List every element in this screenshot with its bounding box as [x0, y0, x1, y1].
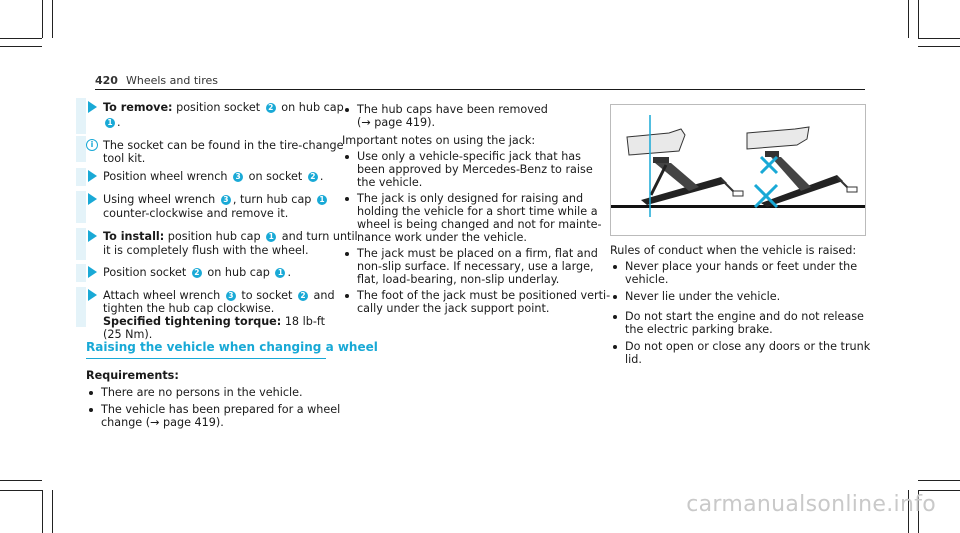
step-label: To remove: — [103, 101, 173, 114]
page-header — [95, 74, 218, 87]
jack-diagram — [611, 105, 865, 235]
jack-crank-handle-right — [847, 187, 857, 192]
step-position-wrench — [103, 170, 323, 183]
step-text: it is completely flush with the wheel. — [103, 244, 309, 257]
vehicle-sill-left — [627, 129, 685, 155]
bullet — [345, 108, 349, 112]
requirement-item-cont: change (→ page 419). — [101, 416, 224, 429]
jack-crank-handle-left — [733, 191, 743, 196]
step-text: on hub cap — [207, 266, 270, 279]
ground-line — [611, 205, 865, 208]
list-item-cont: the vehicle. — [357, 176, 423, 189]
bullet — [345, 155, 349, 159]
step-bar — [76, 228, 86, 260]
list-item-cont: non-slip surface. If necessary, use a large, — [357, 260, 594, 273]
jack-head-left — [653, 157, 669, 163]
step-label: To install: — [103, 230, 165, 243]
rule-item: Do not start the engine and do not release — [625, 310, 864, 323]
step-bar — [76, 191, 86, 223]
vehicle-sill-right — [747, 127, 809, 149]
crop-mark — [42, 0, 43, 38]
step-text: position socket — [176, 101, 261, 114]
step-text: on socket — [248, 170, 303, 183]
torque-value-metric: (25 Nm). — [103, 328, 153, 341]
crop-mark — [918, 480, 960, 481]
crop-mark — [0, 46, 42, 47]
rules-intro: Rules of conduct when the vehicle is raised: — [610, 244, 857, 257]
bullet — [345, 197, 349, 201]
step-text: and — [313, 289, 335, 302]
jack-head-right — [765, 151, 779, 157]
step-text: , turn hub cap — [232, 193, 312, 206]
step-bar — [76, 168, 86, 186]
step-text: Position wheel wrench — [103, 170, 228, 183]
jack-illustration — [610, 104, 866, 236]
step-text: . — [319, 170, 324, 183]
step-text: tighten the hub cap clockwise. — [103, 302, 275, 315]
list-item-cont: nance work under the vehicle. — [357, 231, 527, 244]
step-arrow-icon — [88, 101, 97, 113]
callout-badge: 2 — [192, 268, 202, 278]
callout-badge: 3 — [233, 172, 243, 182]
callout-badge: 2 — [266, 103, 276, 113]
rule-item: Do not open or close any doors or the trunk — [625, 340, 871, 353]
list-item-cont: cally under the jack support point. — [357, 302, 550, 315]
step-text: position hub cap — [167, 230, 261, 243]
callout-badge: 1 — [317, 195, 327, 205]
crop-mark — [918, 46, 960, 47]
page-number: 420 — [95, 74, 118, 87]
header-divider — [95, 89, 865, 90]
wrong-x-icon — [761, 157, 777, 173]
notes-intro: Important notes on using the jack: — [342, 134, 536, 147]
note-line: tool kit. — [103, 152, 146, 165]
callout-badge: 3 — [221, 195, 231, 205]
bullet — [89, 391, 93, 395]
step-position-socket — [103, 266, 291, 279]
bullet — [613, 315, 617, 319]
step-arrow-icon — [88, 266, 97, 278]
step-arrow-icon — [88, 289, 97, 301]
step-text: counter-clockwise and remove it. — [103, 207, 289, 220]
step-text: Position socket — [103, 266, 187, 279]
crop-mark — [918, 38, 960, 39]
list-item-cont: wheel is being changed and not for mainte- — [357, 218, 602, 231]
torque-spec — [103, 315, 325, 328]
bullet — [345, 252, 349, 256]
list-item-cont: been approved by Mercedes-Benz to raise — [357, 163, 593, 176]
callout-badge: 2 — [298, 291, 308, 301]
page-reference-link[interactable]: (→ page 419). — [357, 116, 436, 129]
step-text: Using wheel wrench — [103, 193, 216, 206]
section-divider — [86, 358, 326, 359]
rule-item-cont: the electric parking brake. — [625, 323, 773, 336]
step-bar — [76, 287, 86, 327]
requirement-item: There are no persons in the vehicle. — [101, 386, 303, 399]
rule-item: Never place your hands or feet under the — [625, 260, 858, 273]
info-icon: i — [86, 139, 98, 151]
crop-mark — [0, 38, 42, 39]
list-item: The foot of the jack must be positioned verti- — [357, 289, 611, 302]
torque-label: Specified tightening torque: — [103, 315, 282, 328]
rule-item: Never lie under the vehicle. — [625, 290, 781, 303]
crop-mark — [52, 490, 53, 533]
list-item-cont: flat, load-bearing, non-slip underlay. — [357, 273, 560, 286]
step-bar — [76, 136, 86, 162]
crop-mark — [918, 0, 919, 38]
step-text: on hub cap — [281, 101, 344, 114]
step-attach-wrench — [103, 289, 335, 302]
callout-badge: 1 — [275, 268, 285, 278]
step-arrow-icon — [88, 230, 97, 242]
rule-item-cont: lid. — [625, 353, 642, 366]
list-item: The jack must be placed on a firm, flat and — [357, 247, 598, 260]
callout-badge: 3 — [226, 291, 236, 301]
list-item: Use only a vehicle-specific jack that has — [357, 150, 581, 163]
step-install — [103, 230, 358, 243]
step-remove — [103, 101, 344, 114]
bullet — [89, 408, 93, 412]
rule-item-cont: vehicle. — [625, 273, 669, 286]
step-text: Attach wheel wrench — [103, 289, 221, 302]
callout-badge: 1 — [105, 118, 115, 128]
crop-mark — [0, 480, 42, 481]
crop-mark — [918, 490, 960, 491]
crop-mark — [42, 490, 43, 533]
step-bar — [76, 264, 86, 282]
bullet — [613, 345, 617, 349]
callout-badge: 2 — [308, 172, 318, 182]
step-text: to socket — [241, 289, 293, 302]
bullet — [345, 294, 349, 298]
step-text: . — [287, 266, 291, 279]
step-text: . — [117, 116, 121, 129]
step-turn-cap — [103, 193, 329, 206]
bullet — [613, 295, 617, 299]
watermark: carmanualsonline.info — [686, 492, 936, 517]
section-title: Raising the vehicle when changing a wheel — [86, 340, 378, 354]
requirements-label: Requirements: — [86, 369, 179, 382]
callout-badge: 1 — [266, 232, 276, 242]
bullet — [613, 265, 617, 269]
crop-mark — [0, 490, 42, 491]
crop-mark — [52, 0, 53, 38]
torque-value: 18 lb-ft — [284, 315, 325, 328]
list-item-cont: holding the vehicle for a short time while a — [357, 205, 598, 218]
step-bar — [76, 98, 86, 134]
list-item: The hub caps have been removed — [357, 103, 548, 116]
jack-arm-left-2 — [651, 165, 666, 195]
requirement-item: The vehicle has been prepared for a wheel — [101, 403, 341, 416]
crop-mark — [908, 0, 909, 38]
step-arrow-icon — [88, 170, 97, 182]
section-name: Wheels and tires — [125, 74, 218, 87]
note-line: The socket can be found in the tire-change — [103, 139, 344, 152]
step-text: and turn until — [281, 230, 358, 243]
list-item: The jack is only designed for raising and — [357, 192, 584, 205]
step-remove-cont — [103, 116, 121, 129]
step-arrow-icon — [88, 193, 97, 205]
